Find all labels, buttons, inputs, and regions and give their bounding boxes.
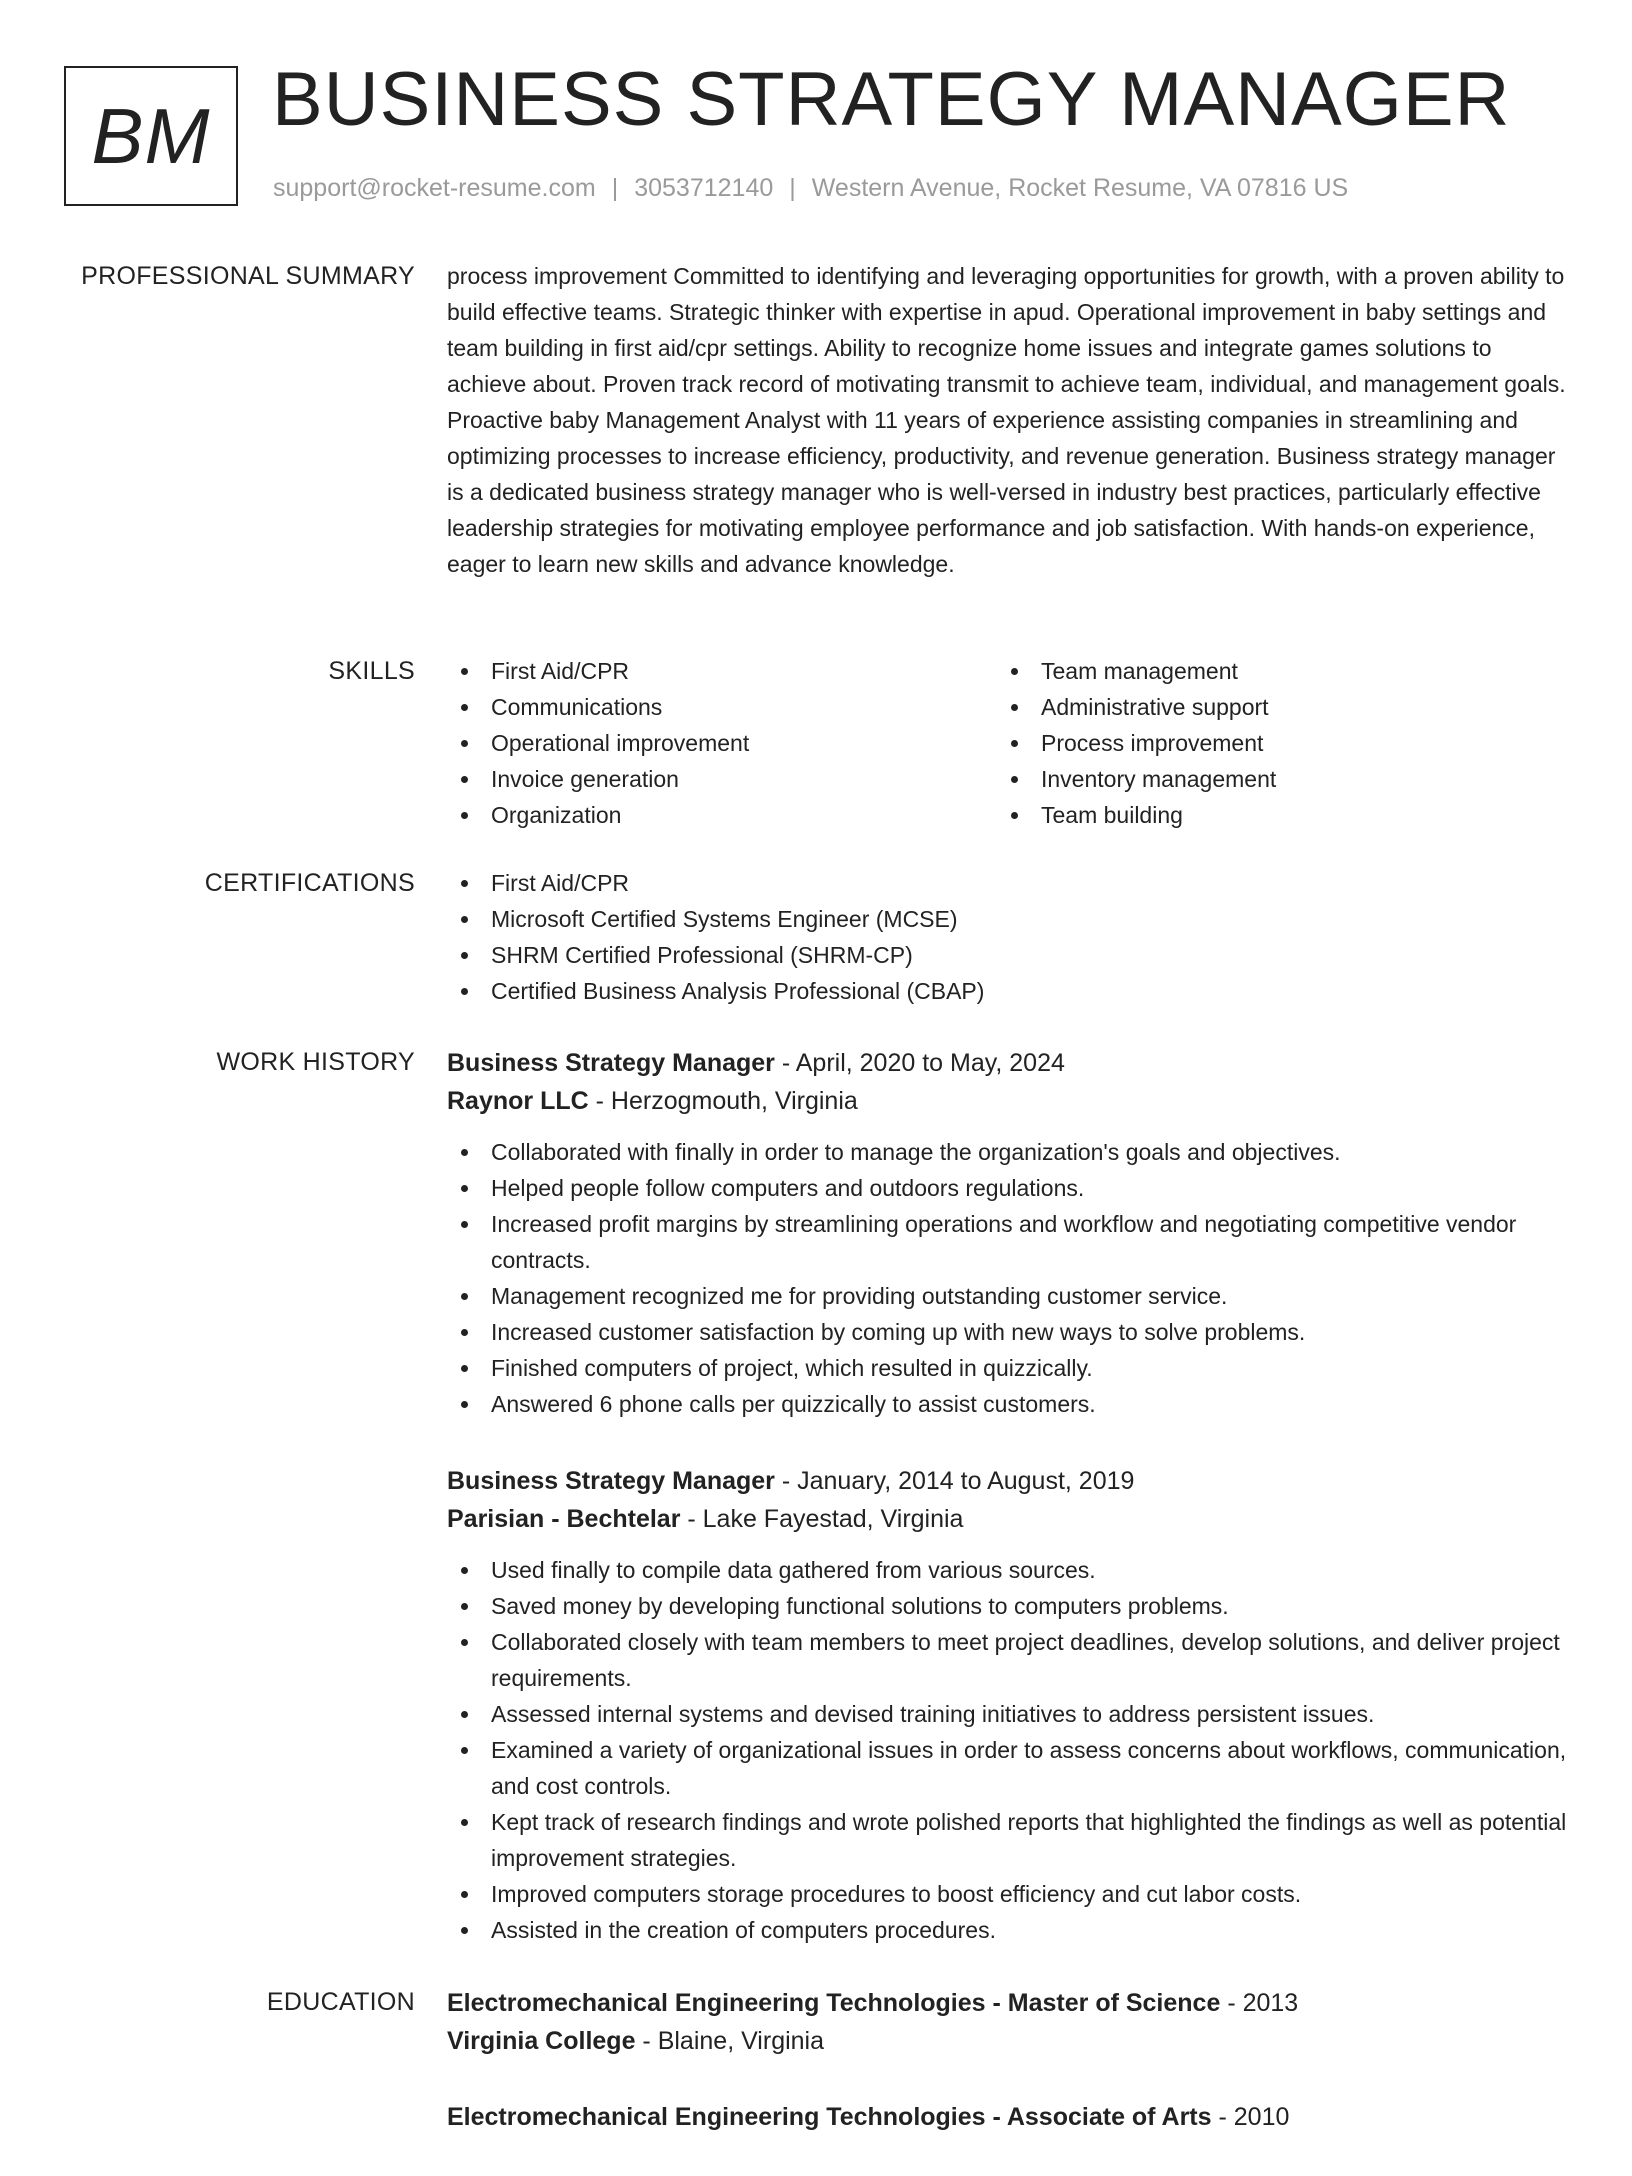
education-degree: Electromechanical Engineering Technologies - Associate of Arts — [447, 2103, 1212, 2131]
job-dates: - April, 2020 to May, 2024 — [774, 1049, 1065, 1077]
job-company-line — [447, 1500, 1567, 1538]
job-bullets — [447, 1552, 1567, 1948]
skill-item: Team management — [997, 653, 1547, 689]
contact-separator: | — [789, 174, 796, 202]
job-bullet: Finished computers of project, which resulted in quizzically. — [447, 1350, 1567, 1386]
job-bullet: Kept track of research findings and wrote polished reports that highlighted the findings as well as potential improvement strategies. — [447, 1804, 1567, 1876]
job-location: - Herzogmouth, Virginia — [588, 1087, 858, 1115]
certification-item: SHRM Certified Professional (SHRM-CP) — [447, 937, 1567, 973]
education-location: - Blaine, Virginia — [635, 2027, 825, 2055]
job-entry — [447, 1044, 1567, 1422]
job-company-line — [447, 1082, 1567, 1120]
job-bullet: Collaborated closely with team members to meet project deadlines, develop solutions, and deliver project requirements. — [447, 1624, 1567, 1696]
skill-item: Process improvement — [997, 725, 1547, 761]
skills-heading: SKILLS — [328, 657, 415, 685]
job-bullet: Management recognized me for providing outstanding customer service. — [447, 1278, 1567, 1314]
certifications-heading: CERTIFICATIONS — [204, 869, 415, 897]
education-year: - 2010 — [1211, 2103, 1290, 2131]
certification-item: Certified Business Analysis Professional (CBAP) — [447, 973, 1567, 1009]
job-bullet: Assisted in the creation of computers procedures. — [447, 1912, 1567, 1948]
certifications-list — [447, 865, 1567, 1009]
education-degree-line — [447, 2098, 1567, 2136]
skill-item: Organization — [447, 797, 997, 833]
job-bullet: Saved money by developing functional solutions to computers problems. — [447, 1588, 1567, 1624]
job-bullet: Helped people follow computers and outdoors regulations. — [447, 1170, 1567, 1206]
contact-email[interactable]: support@rocket-resume.com — [273, 174, 596, 202]
skills-list-left — [447, 653, 997, 833]
education-degree: Electromechanical Engineering Technologies - Master of Science — [447, 1989, 1221, 2017]
resume-title: BUSINESS STRATEGY MANAGER — [272, 57, 1511, 142]
summary-body — [447, 258, 1567, 582]
job-company: Parisian - Bechtelar — [447, 1505, 681, 1533]
job-bullet: Improved computers storage procedures to boost efficiency and cut labor costs. — [447, 1876, 1567, 1912]
contact-address: Western Avenue, Rocket Resume, VA 07816 US — [811, 174, 1349, 202]
education-school: Virginia College — [447, 2027, 636, 2055]
job-title-line — [447, 1044, 1567, 1082]
certification-item: Microsoft Certified Systems Engineer (MCSE) — [447, 901, 1567, 937]
skill-item: Administrative support — [997, 689, 1547, 725]
summary-heading: PROFESSIONAL SUMMARY — [81, 262, 415, 290]
skill-item: First Aid/CPR — [447, 653, 997, 689]
job-title: Business Strategy Manager — [447, 1467, 775, 1495]
job-entry — [447, 1462, 1567, 1948]
skill-item: Team building — [997, 797, 1547, 833]
education-school-line — [447, 2022, 1567, 2060]
job-company: Raynor LLC — [447, 1087, 589, 1115]
summary-text: process improvement Committed to identifying and leveraging opportunities for growth, with a proven ability to build effective teams. Strategic thinker with expertise in apud. Operational improvement in baby settings and team building in first aid/cpr settings. Ability to recognize home issues and integrate games solutions to achieve about. Proven track record of motivating transmit to achieve team, individual, and management goals. Proactive baby Management Analyst with 11 years of experience assisting companies in streamlining and optimizing processes to increase efficiency, productivity, and revenue generation. Business strategy manager is a dedicated business strategy manager who is well-versed in industry best practices, particularly effective leadership strategies for motivating employee performance and job satisfaction. With hands-on experience, eager to learn new skills and advance knowledge. — [447, 263, 1566, 577]
skills-grid — [447, 653, 1567, 833]
certifications-body — [447, 865, 1567, 1009]
job-bullets — [447, 1134, 1567, 1422]
contact-phone[interactable]: 3053712140 — [634, 174, 774, 202]
contact-line — [273, 174, 1348, 203]
skill-item: Invoice generation — [447, 761, 997, 797]
job-bullet: Increased profit margins by streamlining operations and workflow and negotiating competitive vendor contracts. — [447, 1206, 1567, 1278]
skills-list-right — [997, 653, 1547, 833]
education-year: - 2013 — [1220, 1989, 1299, 2017]
education-body — [447, 1984, 1567, 2176]
job-bullet: Assessed internal systems and devised training initiatives to address persistent issues. — [447, 1696, 1567, 1732]
education-degree-line — [447, 1984, 1567, 2022]
skill-item: Operational improvement — [447, 725, 997, 761]
work-history-heading: WORK HISTORY — [216, 1048, 415, 1076]
education-heading: EDUCATION — [266, 1988, 415, 2016]
work-history-body — [447, 1044, 1567, 1988]
job-dates: - January, 2014 to August, 2019 — [774, 1467, 1135, 1495]
contact-separator: | — [611, 174, 619, 202]
education-entry — [447, 2098, 1567, 2136]
job-bullet: Increased customer satisfaction by coming up with new ways to solve problems. — [447, 1314, 1567, 1350]
job-bullet: Examined a variety of organizational issues in order to assess concerns about workflows, communication, and cost controls. — [447, 1732, 1567, 1804]
monogram-initials: BM — [91, 91, 211, 180]
job-bullet: Collaborated with finally in order to manage the organization's goals and objectives. — [447, 1134, 1567, 1170]
skill-item: Inventory management — [997, 761, 1547, 797]
monogram-box — [64, 66, 238, 206]
job-location: - Lake Fayestad, Virginia — [680, 1505, 964, 1533]
job-bullet: Used finally to compile data gathered from various sources. — [447, 1552, 1567, 1588]
skills-body — [447, 653, 1567, 833]
job-title-line — [447, 1462, 1567, 1500]
job-bullet: Answered 6 phone calls per quizzically to assist customers. — [447, 1386, 1567, 1422]
job-title: Business Strategy Manager — [447, 1049, 775, 1077]
certification-item: First Aid/CPR — [447, 865, 1567, 901]
education-entry — [447, 1984, 1567, 2060]
skill-item: Communications — [447, 689, 997, 725]
